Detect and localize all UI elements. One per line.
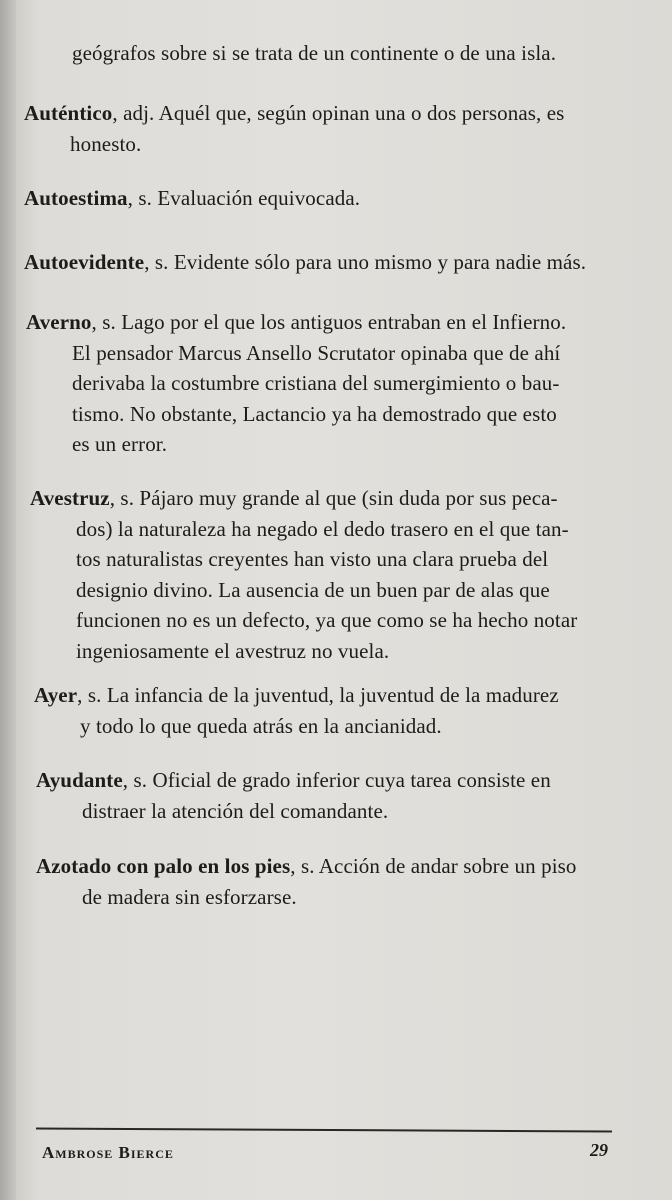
entry-definition-start: , adj. Aquél que, según opinan una o dos personas, es — [112, 101, 565, 125]
entry-continuation — [26, 38, 556, 69]
entry-line: dos) la naturaleza ha negado el dedo trasero en el que tan- — [76, 516, 569, 541]
entry-first-line — [36, 851, 577, 882]
entry-line: ingeniosamente el avestruz no vuela. — [76, 638, 390, 663]
entry-line: y todo lo que queda atrás en la ancianidad. — [80, 713, 442, 738]
entry-definition-start: , s. Pájaro muy grande al que (sin duda por sus peca- — [109, 486, 558, 510]
entry-term: Ayer — [34, 683, 78, 707]
entry-definition-start: , s. Lago por el que los antiguos entraban en el Infierno. — [91, 310, 567, 334]
entry-first-line — [34, 680, 559, 711]
entry-line: El pensador Marcus Ansello Scrutator opinaba que de ahí — [72, 340, 561, 365]
footer-rule — [36, 1127, 612, 1132]
entry-first-line — [24, 98, 564, 129]
entry-first-line — [30, 483, 577, 514]
entry-definition-start: , s. Oficial de grado inferior cuya tarea consiste en — [122, 768, 551, 792]
entry-term: Avestruz — [30, 486, 110, 510]
entry-term: Azotado con palo en los pies — [36, 854, 291, 878]
entry-line: funcionen no es un defecto, ya que como se ha hecho notar — [76, 608, 578, 632]
entry-line: distraer la atención del comandante. — [82, 798, 389, 823]
entry-first-line — [26, 307, 566, 338]
entry-autentico — [24, 98, 564, 159]
entry-line: es un error. — [72, 432, 168, 456]
entry-ayudante — [36, 765, 551, 826]
entry-first-line — [36, 765, 551, 796]
entry-definition-start: , s. La infancia de la juventud, la juventud de la madurez — [77, 683, 559, 707]
entry-term: Autoevidente — [24, 250, 145, 274]
entry-autoevidente — [24, 247, 586, 278]
entry-line: derivaba la costumbre cristiana del sumergimiento o bau- — [72, 371, 560, 395]
entry-line: honesto. — [70, 131, 142, 156]
entry-term: Autoestima — [24, 186, 128, 210]
entry-avestruz — [30, 483, 577, 666]
entry-line: de madera sin esforzarse. — [82, 884, 297, 909]
entry-term: Averno — [26, 310, 92, 334]
entry-averno — [26, 307, 566, 460]
entry-line: geógrafos sobre si se trata de un continente o de una isla. — [72, 41, 557, 65]
entry-azotado — [36, 851, 577, 912]
entry-definition-start: , s. Evaluación equivocada. — [127, 186, 361, 210]
entry-line: designio divino. La ausencia de un buen par de alas que — [76, 577, 550, 602]
entry-ayer — [34, 680, 559, 741]
page-number: 29 — [590, 1140, 608, 1160]
entry-line: tos naturalistas creyentes han visto una clara prueba del — [76, 547, 549, 571]
entry-first-line — [24, 183, 360, 214]
entry-first-line — [24, 247, 586, 278]
running-footer-author: Ambrose Bierce — [42, 1143, 174, 1162]
entry-autoestima — [24, 183, 360, 214]
entry-term: Auténtico — [24, 101, 113, 125]
entry-line: tismo. No obstante, Lactancio ya ha demostrado que esto — [72, 401, 557, 426]
entry-term: Ayudante — [36, 768, 123, 792]
entry-definition-start: , s. Acción de andar sobre un piso — [290, 854, 577, 878]
entry-definition-start: , s. Evidente sólo para uno mismo y para nadie más. — [144, 250, 587, 274]
